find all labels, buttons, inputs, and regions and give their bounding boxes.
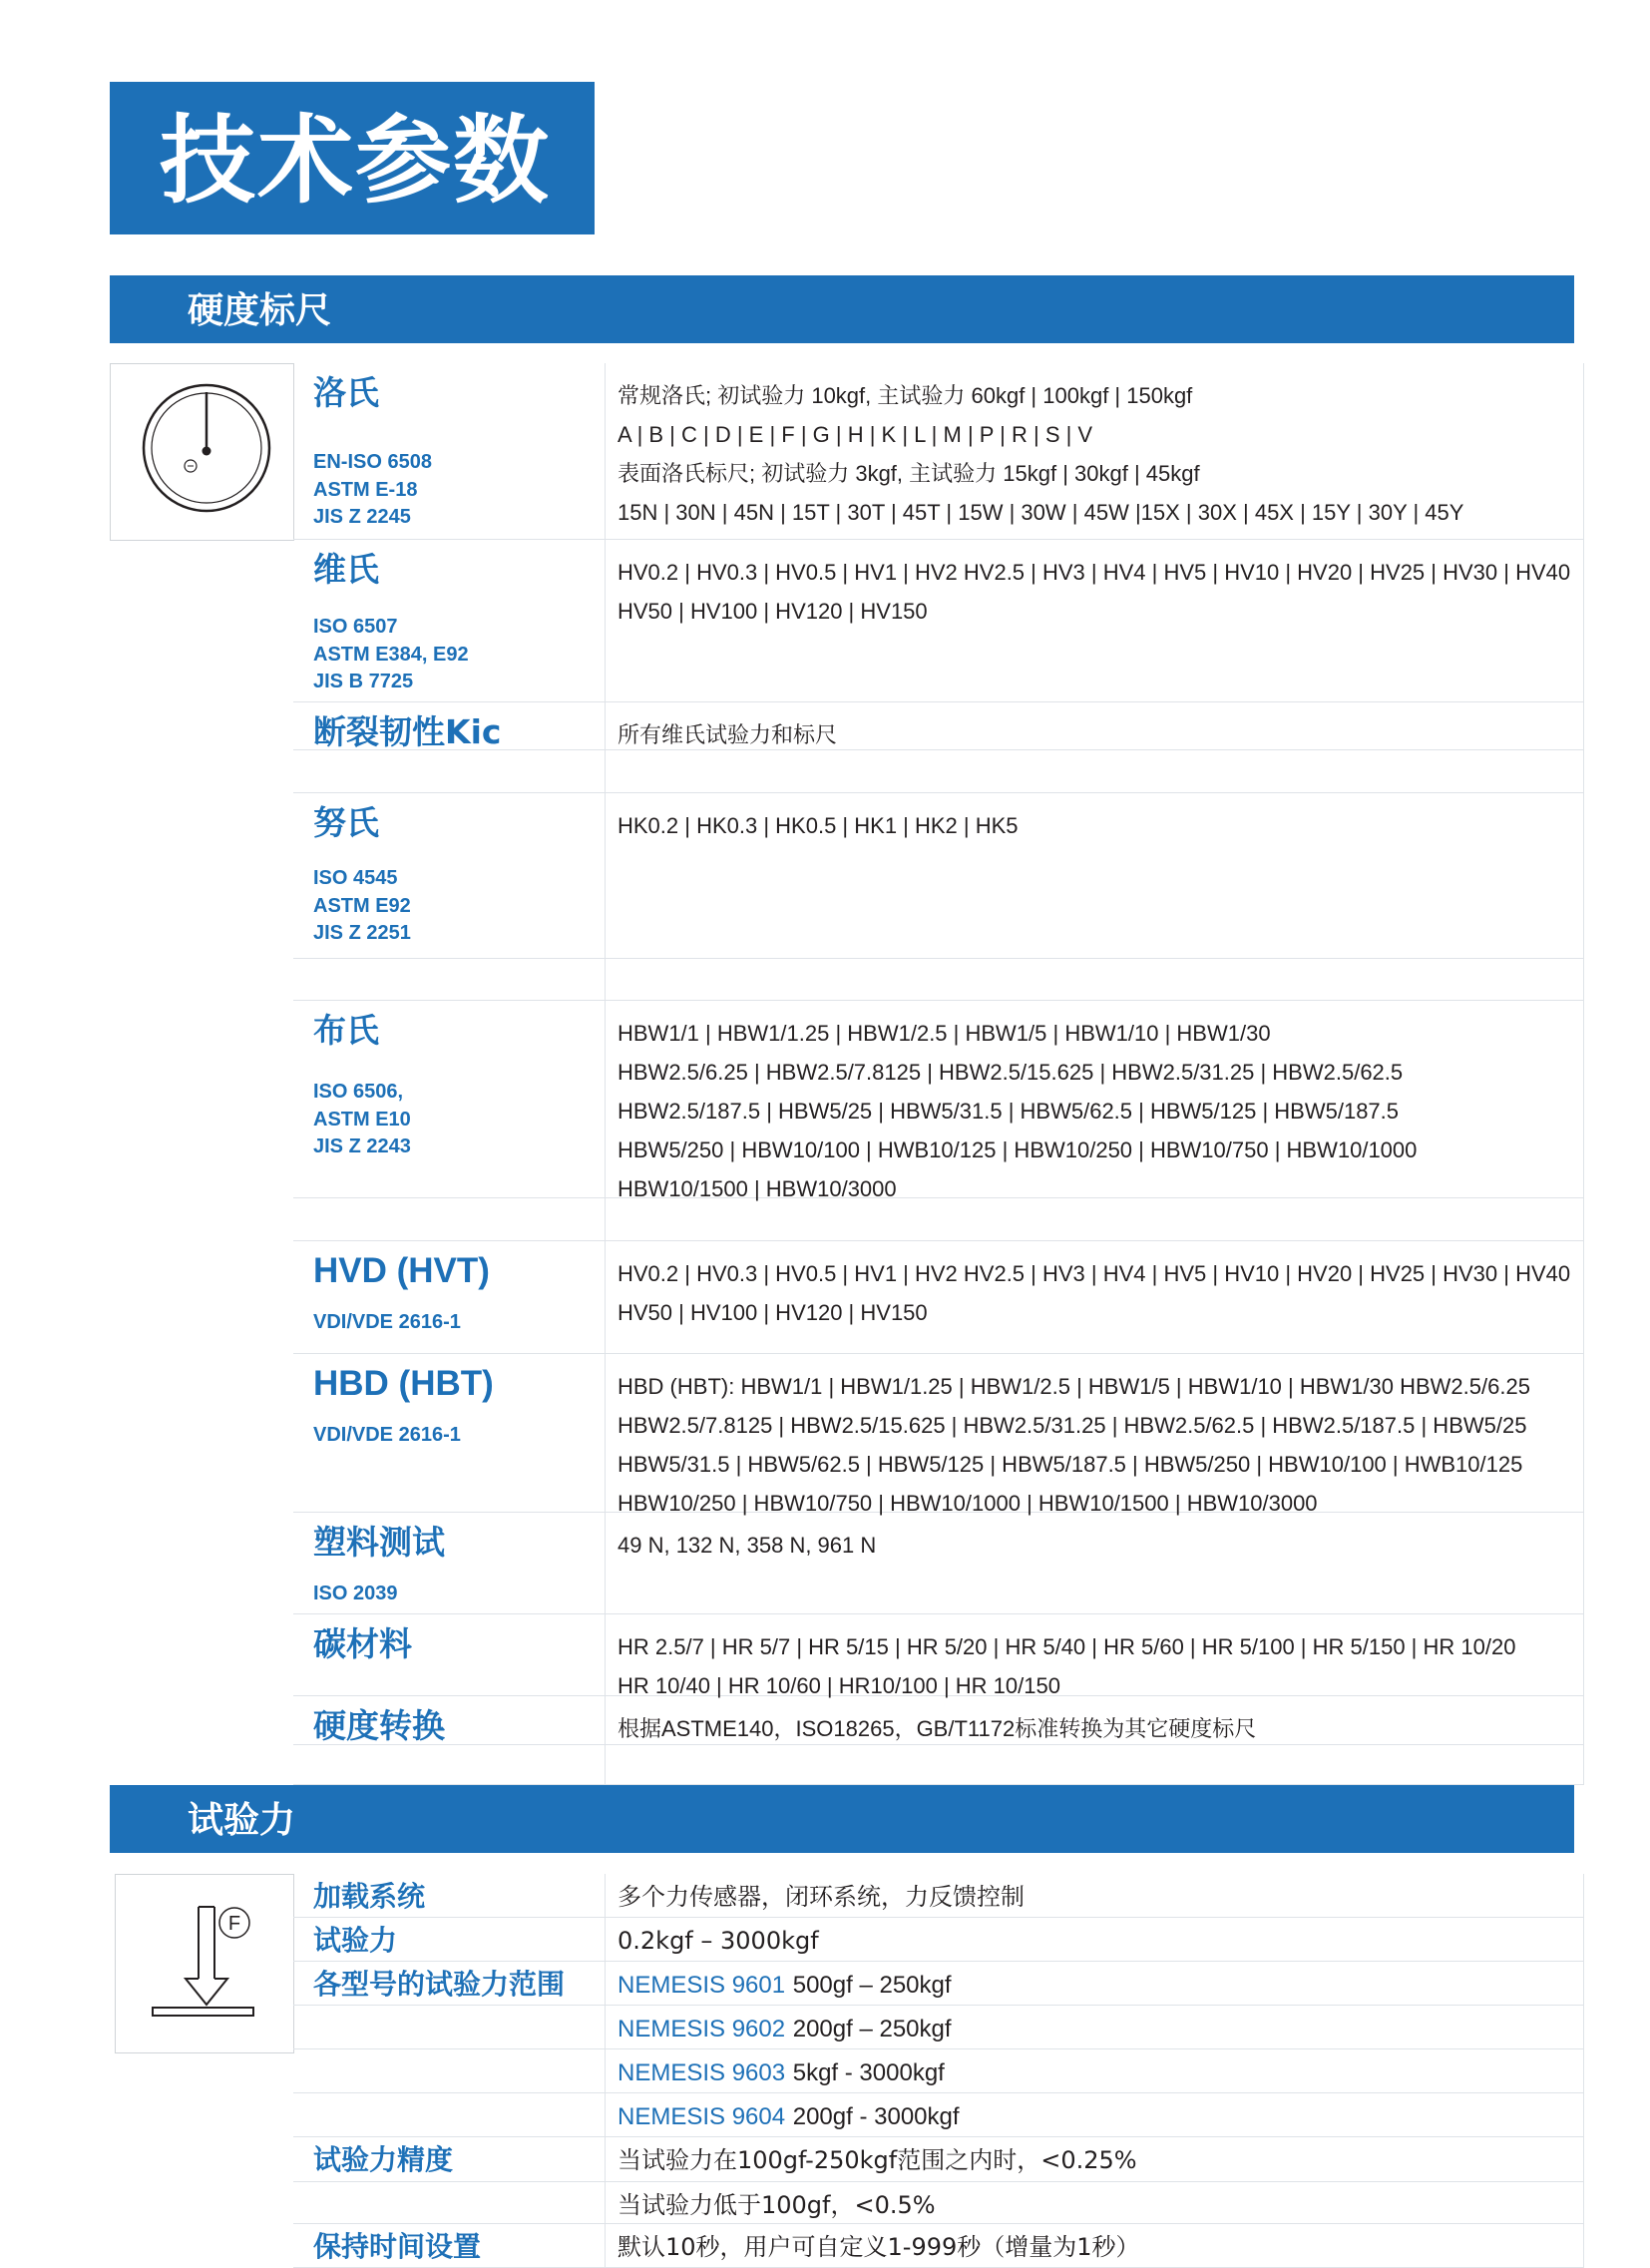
standard-name: 努氏 [313,803,379,842]
table-row [293,2049,1584,2093]
standard-reference: ISO 4545 [313,867,398,889]
standard-name: 洛氏 [313,373,379,412]
value-cell [606,1962,1584,2006]
values-cell [606,959,1584,1001]
standard-cell [293,540,606,702]
value-cell [606,2224,1584,2268]
table-row [293,750,1584,793]
scale-line: HBD (HBT): HBW1/1 | HBW1/1.25 | HBW1/2.5 | HBW1/5 | HBW1/10 | HBW1/30 HBW2.5/6.25 [618,1374,1530,1399]
parameter-label: 试验力 [313,1924,398,1957]
scale-values [618,806,1573,845]
page-title: 技术参数 [160,105,551,217]
parameter-value [618,2056,945,2089]
standard-name: 碳材料 [313,1624,412,1663]
table-row [293,1918,1584,1962]
scale-line: A | B | C | D | E | F | G | H | K | L | M | P | R | S | V [618,422,1093,447]
standard-references [313,1079,411,1161]
parameter-cell [293,2006,606,2049]
table-row [293,363,1584,540]
table-row [293,2006,1584,2049]
standard-cell [293,959,606,1001]
standard-reference: VDI/VDE 2616-1 [313,1424,461,1446]
standard-cell [293,1354,606,1513]
parameter-value [618,2100,960,2133]
standard-reference: ASTM E92 [313,894,411,917]
standard-cell [293,702,606,750]
scale-line: HV0.2 | HV0.3 | HV0.5 | HV1 | HV2 HV2.5 | HV3 | HV4 | HV5 | HV10 | HV20 | HV25 | HV30 | HV40 [618,560,1571,585]
standard-references [313,1309,461,1337]
value-cell [606,2049,1584,2093]
value-cell [606,1874,1584,1918]
standard-cell [293,1745,606,1785]
scale-line: HBW2.5/6.25 | HBW2.5/7.8125 | HBW2.5/15.625 | HBW2.5/31.25 | HBW2.5/62.5 [618,1060,1404,1085]
value-cell [606,2137,1584,2182]
values-cell [606,702,1584,750]
standard-cell [293,1513,606,1614]
scale-values [618,553,1573,631]
values-cell [606,1696,1584,1745]
standard-name: HBD (HBT) [313,1364,494,1403]
model-name: NEMESIS 9604 [618,2103,786,2130]
parameter-label: 各型号的试验力范围 [313,1968,566,2001]
table-row [293,2137,1584,2182]
table-row [293,793,1584,959]
parameter-value [618,2013,952,2045]
scale-line: HK0.2 | HK0.3 | HK0.5 | HK1 | HK2 | HK5 [618,813,1019,838]
parameter-cell [293,1874,606,1918]
standard-reference: ASTM E-18 [313,478,418,501]
scale-line: HV50 | HV100 | HV120 | HV150 [618,1300,928,1325]
scale-line: 根据ASTME140，ISO18265，GB/T1172标准转换为其它硬度标尺 [618,1716,1257,1741]
values-cell [606,1354,1584,1516]
scale-line: HR 10/40 | HR 10/60 | HR10/100 | HR 10/150 [618,1673,1060,1698]
standard-reference: JIS Z 2245 [313,506,411,528]
table-row [293,1513,1584,1614]
standard-references [313,449,432,532]
standard-cell [293,1614,606,1696]
scale-values [618,376,1573,532]
standard-reference: ISO 2039 [313,1583,398,1604]
parameter-cell [293,2224,606,2268]
model-name: NEMESIS 9603 [618,2059,786,2086]
force-range: 200gf – 250kgf [792,2016,952,2042]
table-row [293,1874,1584,1918]
scale-values [618,715,1573,754]
standard-cell [293,1241,606,1354]
scale-line: HR 2.5/7 | HR 5/7 | HR 5/15 | HR 5/20 | HR 5/40 | HR 5/60 | HR 5/100 | HR 5/150 | HR 10/20 [618,1634,1516,1659]
hardness-dial-icon [111,364,293,540]
table-row [293,1962,1584,2006]
scale-values [618,1709,1573,1748]
table-row [293,2182,1584,2224]
value-cell [606,2093,1584,2137]
scale-line: 15N | 30N | 45N | 15T | 30T | 45T | 15W | 30W | 45W |15X | 30X | 45X | 15Y | 30Y | 45Y [618,500,1464,525]
scale-line: HBW5/31.5 | HBW5/62.5 | HBW5/125 | HBW5/187.5 | HBW5/250 | HBW10/100 | HWB10/125 [618,1452,1523,1477]
section-title-hardness: 硬度标尺 [188,290,332,331]
model-name: NEMESIS 9602 [618,2016,786,2042]
standard-reference: JIS Z 2243 [313,1135,411,1157]
standard-name: 硬度转换 [313,1706,445,1745]
section-title-force: 试验力 [188,1800,296,1841]
scale-line: HBW5/250 | HBW10/100 | HWB10/125 | HBW10/250 | HBW10/750 | HBW10/1000 [618,1137,1418,1162]
table-row [293,540,1584,702]
standard-references [313,1581,398,1608]
scale-line: HBW10/250 | HBW10/750 | HBW10/1000 | HBW10/1500 | HBW10/3000 [618,1491,1318,1516]
parameter-cell [293,2137,606,2182]
standard-name: 布氏 [313,1011,379,1050]
table-row [293,959,1584,1001]
values-cell [606,1001,1584,1201]
standard-references [313,865,411,948]
value-cell [606,1918,1584,1962]
values-cell [606,1241,1584,1354]
value-text: 默认10秒，用户可自定义1-999秒（增量为1秒） [618,2233,1140,2261]
table-row [293,1696,1584,1745]
scale-line: HV50 | HV100 | HV120 | HV150 [618,599,928,624]
values-cell [606,793,1584,959]
table-row [293,702,1584,750]
standard-reference: JIS Z 2251 [313,922,411,944]
parameter-cell [293,2182,606,2224]
value-text: 0.2kgf – 3000kgf [618,1927,819,1955]
parameter-value [618,2144,1137,2176]
values-cell [606,1745,1584,1785]
parameter-value [618,1969,952,2002]
standard-reference: ISO 6507 [313,616,398,638]
table-row [293,1354,1584,1516]
standard-name: 断裂韧性Kic [313,712,502,751]
value-text: 当试验力低于100gf，<0.5% [618,2191,936,2219]
page-title-box [110,82,595,234]
scale-line: HV0.2 | HV0.3 | HV0.5 | HV1 | HV2 HV2.5 | HV3 | HV4 | HV5 | HV10 | HV20 | HV25 | HV30 | HV40 [618,1261,1571,1286]
table-row [293,2224,1584,2268]
values-cell [606,1513,1584,1614]
parameter-cell [293,1962,606,2006]
force-icon-letter: F [227,1913,241,1935]
force-range: 5kgf - 3000kgf [792,2059,945,2086]
parameter-cell [293,1918,606,1962]
standard-cell [293,750,606,793]
table-row [293,1198,1584,1241]
table-row [293,2093,1584,2137]
standard-name: 塑料测试 [313,1523,445,1562]
standard-name: HVD (HVT) [313,1251,490,1290]
standard-reference: JIS B 7725 [313,671,414,692]
scale-line: 表面洛氏标尺; 初试验力 3kgf, 主试验力 15kgf | 30kgf | 45kgf [618,461,1200,486]
standard-cell [293,363,606,540]
parameter-value [618,1925,819,1957]
table-row [293,1241,1584,1354]
scale-line: 49 N, 132 N, 358 N, 961 N [618,1533,877,1558]
standard-cell [293,793,606,959]
values-cell [606,363,1584,540]
scale-line: HBW10/1500 | HBW10/3000 [618,1176,897,1201]
value-text: 当试验力在100gf-250kgf范围之内时，<0.25% [618,2146,1137,2174]
parameter-value [618,1881,1025,1913]
standard-reference: EN-ISO 6508 [313,451,432,473]
value-text: 多个力传感器，闭环系统，力反馈控制 [618,1883,1025,1911]
scale-values [618,1526,1573,1565]
force-icon-box [115,1874,294,2053]
table-row [293,1614,1584,1696]
hardness-icon-box [110,363,294,541]
standard-references [313,614,469,696]
standard-cell [293,1001,606,1198]
scale-line: HBW1/1 | HBW1/1.25 | HBW1/2.5 | HBW1/5 | HBW1/10 | HBW1/30 [618,1021,1271,1046]
force-range: 200gf - 3000kgf [792,2103,960,2130]
standard-reference: ASTM E10 [313,1108,411,1131]
standard-reference: VDI/VDE 2616-1 [313,1311,461,1333]
parameter-label: 保持时间设置 [313,2230,482,2263]
parameter-label: 加载系统 [313,1880,426,1913]
scale-values [618,1014,1573,1208]
scale-values [618,1627,1573,1705]
model-name: NEMESIS 9601 [618,1972,786,1999]
scale-values [618,1367,1573,1523]
section-header-force [110,1785,1574,1853]
parameter-cell [293,2049,606,2093]
section-header-hardness [110,275,1574,343]
standard-name: 维氏 [313,550,379,589]
force-arrow-icon [116,1875,293,2052]
standard-cell [293,1696,606,1745]
table-row [293,1001,1584,1201]
parameter-value [618,2189,936,2221]
scale-line: 所有维氏试验力和标尺 [618,722,838,747]
scale-values [618,1254,1573,1332]
standard-reference: ISO 6506, [313,1081,404,1103]
force-range: 500gf – 250kgf [792,1972,952,1999]
scale-line: HBW2.5/7.8125 | HBW2.5/15.625 | HBW2.5/31.25 | HBW2.5/62.5 | HBW2.5/187.5 | HBW5/25 [618,1413,1527,1438]
value-cell [606,2182,1584,2224]
table-row [293,1745,1584,1785]
parameter-value [618,2231,1140,2263]
values-cell [606,540,1584,702]
scale-line: 常规洛氏; 初试验力 10kgf, 主试验力 60kgf | 100kgf | 150kgf [618,383,1193,408]
values-cell [606,1198,1584,1241]
standard-references [313,1422,461,1450]
parameter-label: 试验力精度 [313,2143,454,2176]
scale-line: HBW2.5/187.5 | HBW5/25 | HBW5/31.5 | HBW5/62.5 | HBW5/125 | HBW5/187.5 [618,1099,1400,1124]
standard-reference: ASTM E384, E92 [313,643,469,666]
parameter-cell [293,2093,606,2137]
value-cell [606,2006,1584,2049]
values-cell [606,1614,1584,1696]
standard-cell [293,1198,606,1241]
values-cell [606,750,1584,793]
